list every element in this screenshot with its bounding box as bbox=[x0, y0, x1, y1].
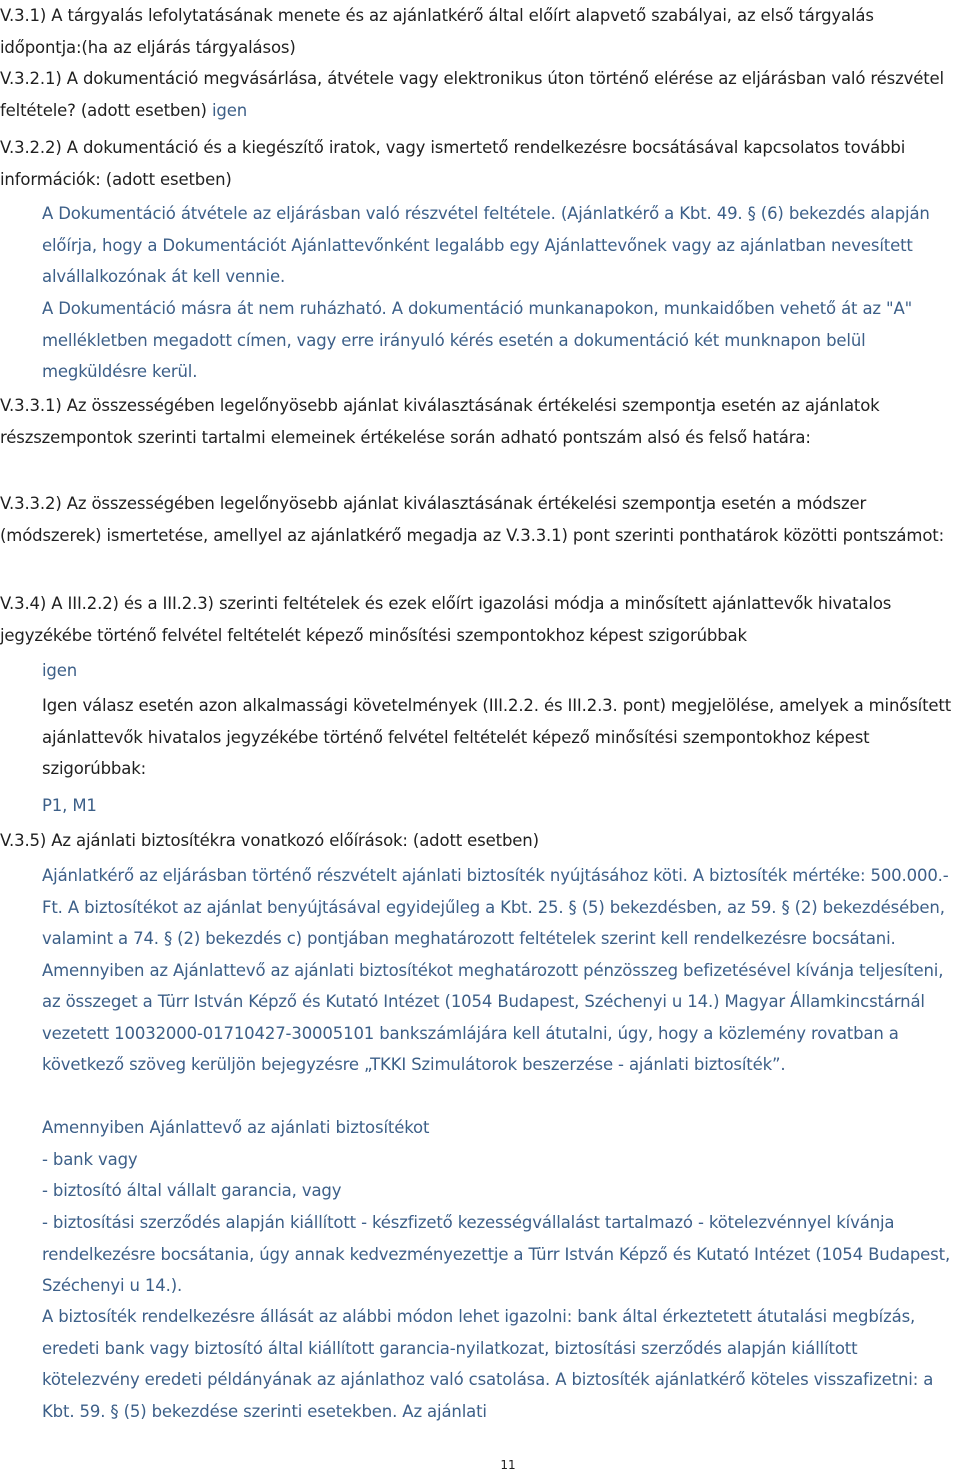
section-v322-label: V.3.2.2) A dokumentáció és a kiegészítő iratok, vagy ismertető rendelkezésre bocsátásával kapcsolatos további információk: (adott esetben) bbox=[0, 138, 906, 189]
section-v35-label: V.3.5) Az ajánlati biztosítékra vonatkozó előírások: (adott esetben) bbox=[0, 831, 539, 850]
section-v35-list-item-3: - biztosítási szerződés alapján kiállított - készfizető kezességvállalást tartalmazó - kötelezvénnyel kívánja rendelkezésre bocsátania, úgy annak kedvezményezettje a Türr István Képző és Kutató Intézet (1054 Budapest, Széchenyi u 14.). bbox=[42, 1213, 951, 1295]
section-v332: V.3.3.2) Az összességében legelőnyösebb ajánlat kiválasztásának értékelési szempontja esetén a módszer (módszerek) ismertetése, amellyel az ajánlatkérő megadja az V.3.3.1) pont szerinti ponthatárok közötti pontszámot: bbox=[0, 494, 944, 545]
section-v31-text: V.3.1) A tárgyalás lefolytatásának menete és az ajánlatkérő által előírt alapvető szabályai, az első tárgyalás időpontja:(ha az eljárás tárgyalásos) bbox=[0, 6, 874, 57]
section-v35-paragraph-3: A biztosíték rendelkezésre állását az alábbi módon lehet igazolni: bank által érkeztetett átutalási megbízás, eredeti bank vagy biztosító által kiállított garancia-nyilatkozat, biztosítási szerződés alapján kiállított kötelezvény eredeti példányának az ajánlathoz való csatolása. A biztosíték ajánlatkérő köteles visszafizetni: a Kbt. 59. § (5) bekezdése szerinti esetekben. Az ajánlati bbox=[42, 1307, 934, 1421]
section-v35-paragraph-2: Amennyiben Ajánlattevő az ajánlati biztosítékot bbox=[42, 1118, 430, 1137]
section-v34-sub-answer: P1, M1 bbox=[42, 796, 97, 815]
section-v331: V.3.3.1) Az összességében legelőnyösebb ajánlat kiválasztásának értékelési szempontja esetén az ajánlatok részszempontok szerinti tartalmi elemeinek értékelése során adható pontszám alsó és felső határa: bbox=[0, 396, 880, 447]
section-v35-paragraph-1: Ajánlatkérő az eljárásban történő részvételt ajánlati biztosíték nyújtásához köti. A biztosíték mértéke: 500.000.-Ft. A biztosítékot az ajánlat benyújtásával egyidejűleg a Kbt. 25. § (5) bekezdésben, az 59. § (2) bekezdésében, valamint a 74. § (2) bekezdés c) pontjában meghatározott feltételek szerint kell rendelkezésre bocsátani. Amennyiben az Ajánlattevő az ajánlati biztosítékot meghatározott pénzösszeg befizetésével kívánja teljesíteni, az összeget a Türr István Képző és Kutató Intézet (1054 Budapest, Széchenyi u 14.) Magyar Államkincstárnál vezetett 10032000-01710427-30005101 bankszámlájára kell átutalni, úgy, hogy a közlemény rovatban a következő szöveg kerüljön bejegyzésre „TKKI Szimulátorok beszerzése - ajánlati biztosíték”. bbox=[42, 866, 949, 1074]
section-v31 bbox=[0, 0, 956, 63]
page-number: 11 bbox=[500, 1458, 516, 1472]
section-v321-label: V.3.2.1) A dokumentáció megvásárlása, átvétele vagy elektronikus úton történő elérése az eljárásban való részvétel feltétele? (adott esetben) bbox=[0, 69, 944, 120]
section-v34-sub-label: Igen válasz esetén azon alkalmassági követelmények (III.2.2. és III.2.3. pont) megjelölése, amelyek a minősített ajánlattevők hivatalos jegyzékébe történő felvétel feltételét képező minősítési szempontokhoz képest szigorúbbak: bbox=[42, 696, 952, 778]
section-v34-answer: igen bbox=[42, 661, 78, 680]
section-v35-list-item-1: - bank vagy bbox=[42, 1150, 138, 1169]
section-v35-list-item-2: - biztosító által vállalt garancia, vagy bbox=[42, 1181, 342, 1200]
section-v321 bbox=[0, 63, 956, 126]
section-v322-answer-2: A Dokumentáció másra át nem ruházható. A dokumentáció munkanapokon, munkaidőben vehető át az "A" mellékletben megadott címen, vagy erre irányuló kérés esetén a dokumentáció két munknapon belül megküldésre kerül. bbox=[42, 299, 913, 381]
section-v322-answer-1: A Dokumentáció átvétele az eljárásban való részvétel feltétele. (Ajánlatkérő a Kbt. 49. § (6) bekezdés alapján előírja, hogy a Dokumentációt Ajánlattevőnként legalább egy Ajánlattevőnek vagy az ajánlatban nevesített alvállalkozónak át kell vennie. bbox=[42, 204, 930, 286]
section-v34-label: V.3.4) A III.2.2) és a III.2.3) szerinti feltételek és ezek előírt igazolási módja a minősített ajánlattevők hivatalos jegyzékébe történő felvétel feltételét képező minősítési szempontokhoz képest szigorúbbak bbox=[0, 594, 892, 645]
section-v321-answer: igen bbox=[211, 100, 248, 120]
